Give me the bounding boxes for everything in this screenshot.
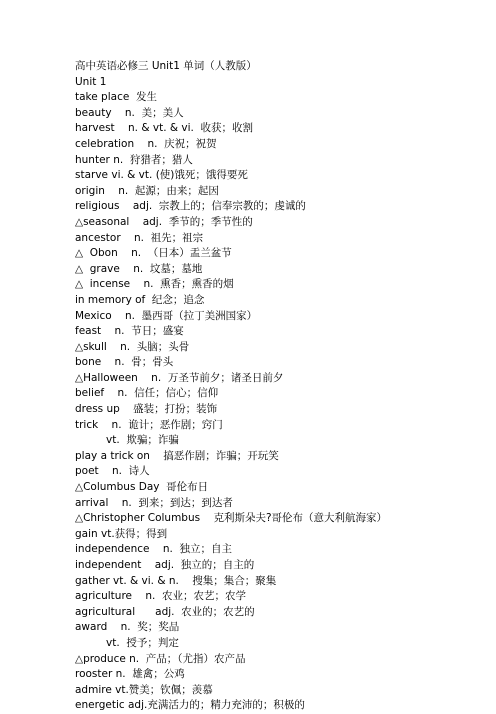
- vocab-entry: △Columbus Day 哥伦布日: [75, 481, 209, 494]
- vocab-entry: belief n. 信任；信心；信仰: [75, 387, 219, 400]
- vocabulary-list: [75, 59, 475, 714]
- vocab-entry: religious adj. 宗教上的；信奉宗教的；虔诚的: [75, 200, 306, 213]
- vocab-entry: energetic adj.充满活力的；精力充沛的；积极的: [75, 699, 305, 712]
- vocab-entry: independence n. 独立；自主: [75, 543, 233, 556]
- vocab-entry: trick n. 诡计；恶作剧；窍门: [75, 418, 223, 431]
- vocab-entry: △skull n. 头脑；头骨: [75, 340, 190, 353]
- vocab-entry: starve vi. & vt. (使)饿死；饿得要死: [75, 169, 248, 182]
- vocab-entry: △produce n. 产品；（尤指）农产品: [75, 652, 246, 665]
- vocab-entry: agricultural adj. 农业的；农艺的: [75, 605, 255, 618]
- vocab-entry: △seasonal adj. 季节的；季节性的: [75, 215, 253, 228]
- vocab-entry-continuation: vt. 授予；判定: [106, 636, 179, 649]
- unit-heading: Unit 1: [75, 75, 107, 88]
- vocab-entry: harvest n. & vt. & vi. 收获；收割: [75, 122, 254, 135]
- vocab-entry: play a trick on 搞恶作剧；诈骗；开玩笑: [75, 449, 279, 462]
- vocab-entry-continuation: vt. 欺骗；诈骗: [106, 434, 179, 447]
- vocab-entry: gather vt. & vi. & n. 搜集；集合；聚集: [75, 574, 277, 587]
- vocab-entry: admire vt.赞美；钦佩；羡慕: [75, 683, 213, 696]
- vocab-entry: feast n. 节日；盛宴: [75, 325, 184, 338]
- vocab-entry: take place 发生: [75, 91, 157, 104]
- vocab-entry: ancestor n. 祖先；祖宗: [75, 231, 204, 244]
- vocab-entry: arrival n. 到来；到达；到达者: [75, 496, 233, 509]
- vocab-entry: rooster n. 雄禽；公鸡: [75, 668, 185, 681]
- vocab-entry: Mexico n. 墨西哥（拉丁美洲国家）: [75, 309, 258, 322]
- vocab-entry: agriculture n. 农业；农艺；农学: [75, 590, 247, 603]
- vocab-entry: award n. 奖；奖品: [75, 621, 180, 634]
- vocab-entry: gain vt.获得；得到: [75, 527, 168, 540]
- vocab-entry: origin n. 起源；由来；起因: [75, 184, 219, 197]
- vocab-entry: celebration n. 庆祝；祝贺: [75, 137, 217, 150]
- vocab-entry: △ Obon n. （日本）盂兰盆节: [75, 247, 232, 260]
- vocab-entry: △Halloween n. 万圣节前夕；诸圣日前夕: [75, 371, 284, 384]
- document-title: 高中英语必修三 Unit1 单词（人教版）: [75, 60, 257, 72]
- vocab-entry: poet n. 诗人: [75, 465, 150, 478]
- vocab-entry: beauty n. 美；美人: [75, 106, 184, 119]
- vocab-entry: dress up 盛装；打扮；装饰: [75, 403, 218, 416]
- vocab-entry: bone n. 骨；骨头: [75, 356, 174, 369]
- vocab-entry: independent adj. 独立的；自主的: [75, 559, 255, 571]
- vocab-entry: hunter n. 狩猎者；猎人: [75, 153, 193, 166]
- vocab-entry: △ incense n. 熏香；熏香的烟: [75, 278, 234, 291]
- vocab-entry: in memory of 纪念；追念: [75, 293, 205, 306]
- vocab-entry: △ grave n. 坟墓；墓地: [75, 262, 203, 275]
- vocab-entry: △Christopher Columbus 克利斯朵夫?哥伦布（意大利航海家）: [75, 512, 388, 525]
